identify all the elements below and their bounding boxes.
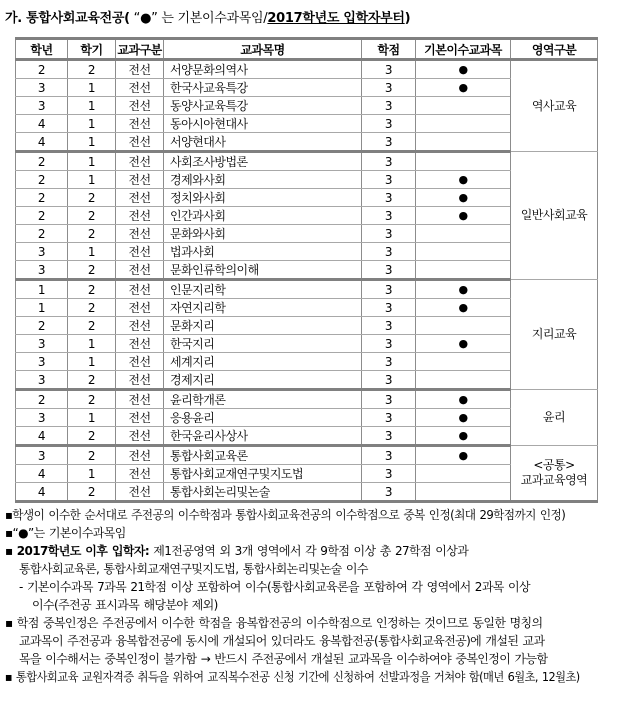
cell-semester: 2	[68, 483, 116, 502]
cell-semester: 1	[68, 335, 116, 353]
header-semester: 학기	[68, 39, 116, 60]
footnote-line	[3, 632, 642, 650]
cell-course-name: 통합사회교육론	[164, 446, 362, 465]
cell-basic-mark	[416, 115, 511, 133]
cell-credits: 3	[362, 243, 416, 261]
cell-category: 전선	[116, 427, 164, 446]
cell-category: 전선	[116, 371, 164, 390]
cell-basic-mark	[416, 261, 511, 280]
cell-year: 4	[16, 483, 68, 502]
cell-semester: 1	[68, 97, 116, 115]
cell-basic-mark: ●	[416, 189, 511, 207]
cell-basic-mark	[416, 353, 511, 371]
cell-semester: 1	[68, 133, 116, 152]
cell-category: 전선	[116, 335, 164, 353]
cell-year: 3	[16, 446, 68, 465]
title-basic-note: “●” 는 기본이수과목임/	[129, 11, 268, 26]
title-suffix: )	[404, 11, 411, 26]
cell-basic-mark: ●	[416, 446, 511, 465]
cell-credits: 3	[362, 97, 416, 115]
cell-course-name: 한국지리	[164, 335, 362, 353]
cell-course-name: 문화인류학의이해	[164, 261, 362, 280]
cell-category: 전선	[116, 225, 164, 243]
cell-course-name: 동양사교육특강	[164, 97, 362, 115]
cell-credits: 3	[362, 317, 416, 335]
cell-year: 2	[16, 317, 68, 335]
cell-course-name: 응용윤리	[164, 409, 362, 427]
cell-course-name: 사회조사방법론	[164, 152, 362, 171]
footnote-text: 목을 이수해서는 중복인정이 불가함 → 반드시 주전공에서 개설된 교과목을 이수하여야 중복인정이 가능함	[19, 652, 548, 666]
cell-semester: 1	[68, 115, 116, 133]
cell-credits: 3	[362, 299, 416, 317]
table-row	[16, 409, 598, 427]
footnote-text: 제1전공영역 외 3개 영역에서 각 9학점 이상 총 27학점 이상과	[149, 544, 469, 558]
page-title	[5, 7, 642, 26]
cell-semester: 1	[68, 152, 116, 171]
cell-semester: 2	[68, 427, 116, 446]
cell-course-name: 한국사교육특강	[164, 79, 362, 97]
cell-semester: 1	[68, 243, 116, 261]
table-row	[16, 189, 598, 207]
cell-semester: 2	[68, 446, 116, 465]
cell-semester: 2	[68, 280, 116, 299]
cell-category: 전선	[116, 483, 164, 502]
cell-credits: 3	[362, 335, 416, 353]
cell-course-name: 동아시아현대사	[164, 115, 362, 133]
title-year-underlined: 2017학년도 입학자부터	[267, 11, 405, 26]
footnote-text: - 기본이수과목 7과목 21학점 이상 포함하여 이수(통합사회교육론을 포함하여 각 영역에서 2과목 이상	[19, 580, 531, 594]
cell-credits: 3	[362, 225, 416, 243]
footnote-line	[3, 506, 623, 524]
cell-course-name: 법과사회	[164, 243, 362, 261]
cell-basic-mark: ●	[416, 427, 511, 446]
footnote-text: 통합사회교육론, 통합사회교재연구및지도법, 통합사회논리및논술 이수	[19, 562, 368, 576]
cell-semester: 1	[68, 353, 116, 371]
table-row	[16, 115, 598, 133]
cell-credits: 3	[362, 152, 416, 171]
table-row	[16, 427, 598, 446]
cell-semester: 2	[68, 371, 116, 390]
table-row	[16, 390, 598, 409]
cell-category: 전선	[116, 261, 164, 280]
table-row	[16, 152, 598, 171]
cell-year: 2	[16, 390, 68, 409]
area-line: 교과교육영역	[520, 473, 588, 487]
cell-year: 2	[16, 225, 68, 243]
table-row	[16, 371, 598, 390]
cell-credits: 3	[362, 483, 416, 502]
cell-year: 3	[16, 371, 68, 390]
header-course-name: 교과목명	[164, 39, 362, 60]
cell-category: 전선	[116, 390, 164, 409]
footnote-line	[3, 542, 642, 560]
header-credits: 학점	[362, 39, 416, 60]
cell-category: 전선	[116, 79, 164, 97]
cell-semester: 2	[68, 299, 116, 317]
cell-category: 전선	[116, 317, 164, 335]
cell-year: 3	[16, 261, 68, 280]
cell-course-name: 인문지리학	[164, 280, 362, 299]
cell-basic-mark	[416, 225, 511, 243]
cell-semester: 1	[68, 79, 116, 97]
cell-category: 전선	[116, 280, 164, 299]
cell-basic-mark: ●	[416, 299, 511, 317]
cell-course-name: 문화와사회	[164, 225, 362, 243]
cell-area-group	[511, 280, 598, 390]
cell-category: 전선	[116, 446, 164, 465]
cell-basic-mark	[416, 317, 511, 335]
cell-credits: 3	[362, 353, 416, 371]
cell-basic-mark: ●	[416, 60, 511, 79]
table-row	[16, 79, 598, 97]
cell-year: 4	[16, 115, 68, 133]
cell-basic-mark	[416, 152, 511, 171]
cell-area-group	[511, 390, 598, 446]
cell-year: 3	[16, 353, 68, 371]
cell-year: 2	[16, 60, 68, 79]
cell-basic-mark	[416, 465, 511, 483]
cell-semester: 1	[68, 465, 116, 483]
cell-course-name: 윤리학개론	[164, 390, 362, 409]
cell-semester: 2	[68, 225, 116, 243]
table-row	[16, 207, 598, 225]
table-row	[16, 280, 598, 299]
area-line: <공통>	[533, 458, 575, 472]
cell-year: 3	[16, 79, 68, 97]
cell-course-name: 서양현대사	[164, 133, 362, 152]
cell-year: 1	[16, 299, 68, 317]
cell-course-name: 경제와사회	[164, 171, 362, 189]
cell-course-name: 통합사회논리및논술	[164, 483, 362, 502]
header-category: 교과구분	[116, 39, 164, 60]
cell-course-name: 문화지리	[164, 317, 362, 335]
table-row	[16, 243, 598, 261]
cell-basic-mark: ●	[416, 207, 511, 225]
cell-category: 전선	[116, 243, 164, 261]
cell-year: 3	[16, 243, 68, 261]
cell-category: 전선	[116, 189, 164, 207]
table-row	[16, 133, 598, 152]
cell-year: 2	[16, 207, 68, 225]
table-row	[16, 446, 598, 465]
cell-credits: 3	[362, 171, 416, 189]
cell-basic-mark: ●	[416, 390, 511, 409]
cell-year: 2	[16, 152, 68, 171]
table-row	[16, 60, 598, 79]
cell-basic-mark	[416, 243, 511, 261]
cell-category: 전선	[116, 152, 164, 171]
cell-basic-mark: ●	[416, 409, 511, 427]
cell-credits: 3	[362, 409, 416, 427]
cell-basic-mark	[416, 483, 511, 502]
cell-course-name: 경제지리	[164, 371, 362, 390]
cell-year: 4	[16, 465, 68, 483]
table-row	[16, 299, 598, 317]
cell-course-name: 정치와사회	[164, 189, 362, 207]
cell-credits: 3	[362, 207, 416, 225]
cell-semester: 1	[68, 171, 116, 189]
cell-category: 전선	[116, 133, 164, 152]
header-basic-course: 기본이수교과목	[416, 39, 511, 60]
document-page	[0, 7, 642, 726]
table-row	[16, 353, 598, 371]
course-table-body	[16, 60, 598, 502]
cell-category: 전선	[116, 465, 164, 483]
cell-year: 2	[16, 171, 68, 189]
area-line: 일반사회교육	[520, 208, 588, 222]
cell-year: 4	[16, 133, 68, 152]
footnote-text: ▪	[5, 544, 17, 558]
cell-course-name: 서양문화의역사	[164, 60, 362, 79]
table-row	[16, 465, 598, 483]
cell-credits: 3	[362, 79, 416, 97]
cell-area-group	[511, 152, 598, 280]
cell-course-name: 자연지리학	[164, 299, 362, 317]
cell-course-name: 한국윤리사상사	[164, 427, 362, 446]
footnote-line	[3, 596, 642, 614]
area-line: 윤리	[542, 410, 566, 424]
cell-basic-mark: ●	[416, 335, 511, 353]
table-row	[16, 261, 598, 280]
cell-year: 3	[16, 335, 68, 353]
cell-credits: 3	[362, 371, 416, 390]
cell-semester: 2	[68, 261, 116, 280]
area-line: 지리교육	[531, 327, 577, 341]
cell-credits: 3	[362, 465, 416, 483]
cell-semester: 2	[68, 390, 116, 409]
cell-course-name: 인간과사회	[164, 207, 362, 225]
footnote-line	[3, 578, 642, 596]
table-row	[16, 171, 598, 189]
cell-area-group	[511, 446, 598, 502]
cell-category: 전선	[116, 409, 164, 427]
footnote-text: 이수(주전공 표시과목 해당분야 제외)	[32, 598, 218, 612]
cell-area-group	[511, 60, 598, 152]
cell-category: 전선	[116, 97, 164, 115]
cell-category: 전선	[116, 353, 164, 371]
title-prefix: 가. 통합사회교육전공(	[5, 11, 130, 26]
cell-basic-mark	[416, 133, 511, 152]
table-row	[16, 97, 598, 115]
footnote-text: ▪ 학점 중복인정은 주전공에서 이수한 학점을 융복합전공의 이수학점으로 인정하는 것이므로 동일한 명칭의	[5, 616, 543, 630]
cell-credits: 3	[362, 115, 416, 133]
cell-category: 전선	[116, 60, 164, 79]
footnote-line	[3, 650, 642, 668]
cell-credits: 3	[362, 133, 416, 152]
table-row	[16, 483, 598, 502]
footnote-text: ▪학생이 이수한 순서대로 주전공의 이수학점과 통합사회교육전공의 이수학점으로 중복 인정(최대 29학점까지 인정)	[4, 508, 566, 522]
cell-credits: 3	[362, 446, 416, 465]
header-year: 학년	[16, 39, 68, 60]
cell-year: 4	[16, 427, 68, 446]
cell-category: 전선	[116, 115, 164, 133]
cell-year: 3	[16, 409, 68, 427]
table-row	[16, 225, 598, 243]
footnotes	[3, 506, 642, 686]
cell-basic-mark: ●	[416, 79, 511, 97]
table-row	[16, 317, 598, 335]
cell-semester: 1	[68, 409, 116, 427]
footnote-line	[3, 668, 604, 686]
footnote-text: ▪ 통합사회교육 교원자격증 취득을 위하여 교직복수전공 신청 기간에 신청하여 선발과정을 거쳐야 함(매년 6월초, 12월초)	[4, 670, 580, 684]
cell-semester: 2	[68, 207, 116, 225]
cell-category: 전선	[116, 207, 164, 225]
cell-course-name: 통합사회교재연구및지도법	[164, 465, 362, 483]
cell-year: 1	[16, 280, 68, 299]
cell-credits: 3	[362, 427, 416, 446]
cell-category: 전선	[116, 171, 164, 189]
cell-semester: 2	[68, 189, 116, 207]
cell-semester: 2	[68, 60, 116, 79]
cell-basic-mark	[416, 97, 511, 115]
cell-basic-mark: ●	[416, 171, 511, 189]
cell-credits: 3	[362, 261, 416, 280]
header-row	[16, 39, 598, 60]
cell-year: 2	[16, 189, 68, 207]
cell-credits: 3	[362, 390, 416, 409]
cell-credits: 3	[362, 60, 416, 79]
cell-credits: 3	[362, 189, 416, 207]
header-area: 영역구분	[511, 39, 598, 60]
footnote-text: ▪“●”는 기본이수과목임	[5, 526, 126, 540]
cell-year: 3	[16, 97, 68, 115]
cell-category: 전선	[116, 299, 164, 317]
cell-basic-mark: ●	[416, 280, 511, 299]
course-table	[15, 37, 598, 503]
footnote-text: 교과목이 주전공과 융복합전공에 동시에 개설되어 있더라도 융복합전공(통합사회교육전공)에 개설된 교과	[19, 634, 545, 648]
cell-course-name: 세계지리	[164, 353, 362, 371]
footnote-bold-text: 2017학년도 이후 입학자:	[16, 544, 150, 558]
footnote-line	[3, 560, 642, 578]
footnote-line	[3, 524, 642, 542]
cell-basic-mark	[416, 371, 511, 390]
cell-credits: 3	[362, 280, 416, 299]
table-row	[16, 335, 598, 353]
cell-semester: 2	[68, 317, 116, 335]
footnote-line	[3, 614, 642, 632]
area-line: 역사교육	[531, 98, 577, 113]
course-table-header	[16, 39, 598, 60]
